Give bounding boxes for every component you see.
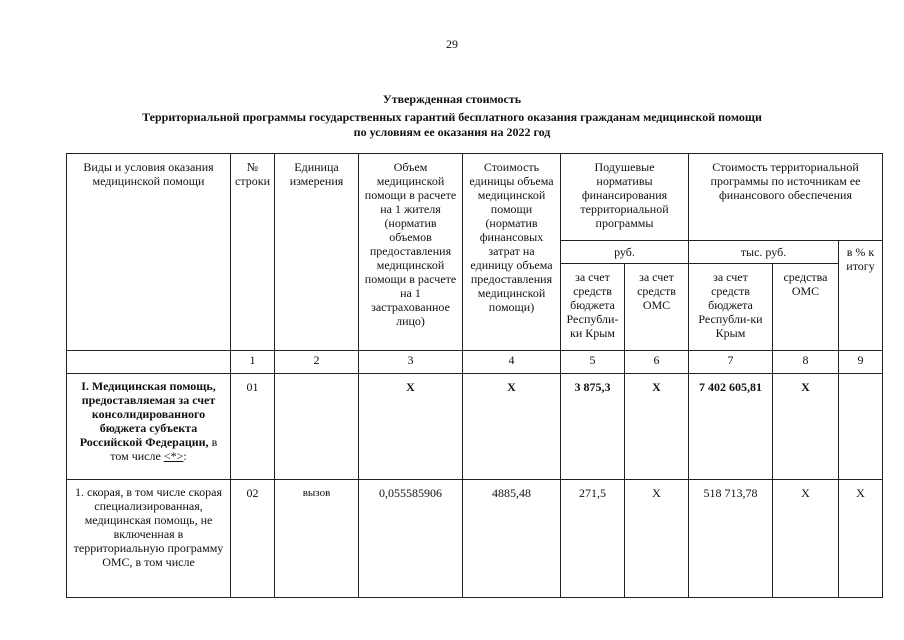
- row-cost-budget: 518 713,78: [689, 480, 773, 598]
- header-unit: Единица измерения: [275, 154, 359, 351]
- header-program-cost: Стоимость территориальной программы по источникам ее финансового обеспечения: [689, 154, 883, 241]
- row-name-bold: I. Медицинская помощь, предоставляемая за счет консолидированного бюджета субъекта Российской Федерации,: [79, 379, 216, 450]
- column-number: 1: [231, 351, 275, 374]
- header-rub: руб.: [561, 241, 689, 263]
- footnote-link[interactable]: <*>: [163, 449, 184, 464]
- row-cost-oms: X: [773, 374, 839, 480]
- row-name-suffix: в том числе: [110, 435, 218, 464]
- row-name: 1. скорая, в том числе скорая специализированная, медицинская помощь, не включенная в территориальную программу ОМС, в том числе: [67, 480, 231, 598]
- title-line-1: Утвержденная стоимость: [382, 92, 522, 106]
- title-line-3: по условиям ее оказания на 2022 год: [353, 125, 551, 139]
- row-percent: X: [839, 480, 883, 598]
- column-number-row: [67, 351, 883, 374]
- column-number: 8: [773, 351, 839, 374]
- table-row: [67, 374, 883, 480]
- row-unit-cost: 4885,48: [463, 480, 561, 598]
- row-norm-budget: 3 875,3: [561, 374, 625, 480]
- row-norm-budget: 271,5: [561, 480, 625, 598]
- header-budget-rk-norm: за счет средств бюджета Республи-ки Крым: [561, 263, 625, 350]
- row-norm-oms: X: [625, 480, 689, 598]
- row-volume: X: [359, 374, 463, 480]
- column-number: 2: [275, 351, 359, 374]
- header-thous-rub: тыс. руб.: [689, 241, 839, 263]
- row-cost-budget: 7 402 605,81: [689, 374, 773, 480]
- table-row: [67, 480, 883, 598]
- column-number: 5: [561, 351, 625, 374]
- header-row-number: № строки: [231, 154, 275, 351]
- row-unit-cost: X: [463, 374, 561, 480]
- header-oms-cost: средства ОМС: [773, 263, 839, 350]
- page-number: 29: [446, 37, 458, 51]
- column-number: 3: [359, 351, 463, 374]
- row-name-colon: :: [183, 449, 187, 464]
- row-norm-oms: X: [625, 374, 689, 480]
- column-number: 9: [839, 351, 883, 374]
- header-volume: Объем медицинской помощи в расчете на 1 жителя (норматив объемов предоставления медицинской помощи в расчете на 1 застрахованное лицо): [359, 154, 463, 351]
- cost-table: [66, 153, 883, 598]
- row-cost-oms: X: [773, 480, 839, 598]
- row-unit: [275, 374, 359, 480]
- header-percent: в % к итогу: [839, 241, 883, 351]
- header-per-capita-norms: Подушевые нормативы финансирования территориальной программы: [561, 154, 689, 241]
- column-number: 4: [463, 351, 561, 374]
- column-number: 7: [689, 351, 773, 374]
- header-oms-norm: за счет средств ОМС: [625, 263, 689, 350]
- header-budget-rk-cost: за счет средств бюджета Республи-ки Крым: [689, 263, 773, 350]
- row-unit: вызов: [275, 480, 359, 598]
- title-line-2: Территориальной программы государственных гарантий бесплатного оказания гражданам медицинской помощи: [142, 110, 762, 124]
- row-number: 02: [231, 480, 275, 598]
- header-types: Виды и условия оказания медицинской помощи: [67, 154, 231, 351]
- column-number: [67, 351, 231, 374]
- row-name: [67, 374, 231, 480]
- row-percent: [839, 374, 883, 480]
- row-volume: 0,055585906: [359, 480, 463, 598]
- column-number: 6: [625, 351, 689, 374]
- header-unit-cost: Стоимость единицы объема медицинской помощи (норматив финансовых затрат на единицу объема предоставления медицинской помощи): [463, 154, 561, 351]
- row-number: 01: [231, 374, 275, 480]
- document-title: [60, 92, 844, 140]
